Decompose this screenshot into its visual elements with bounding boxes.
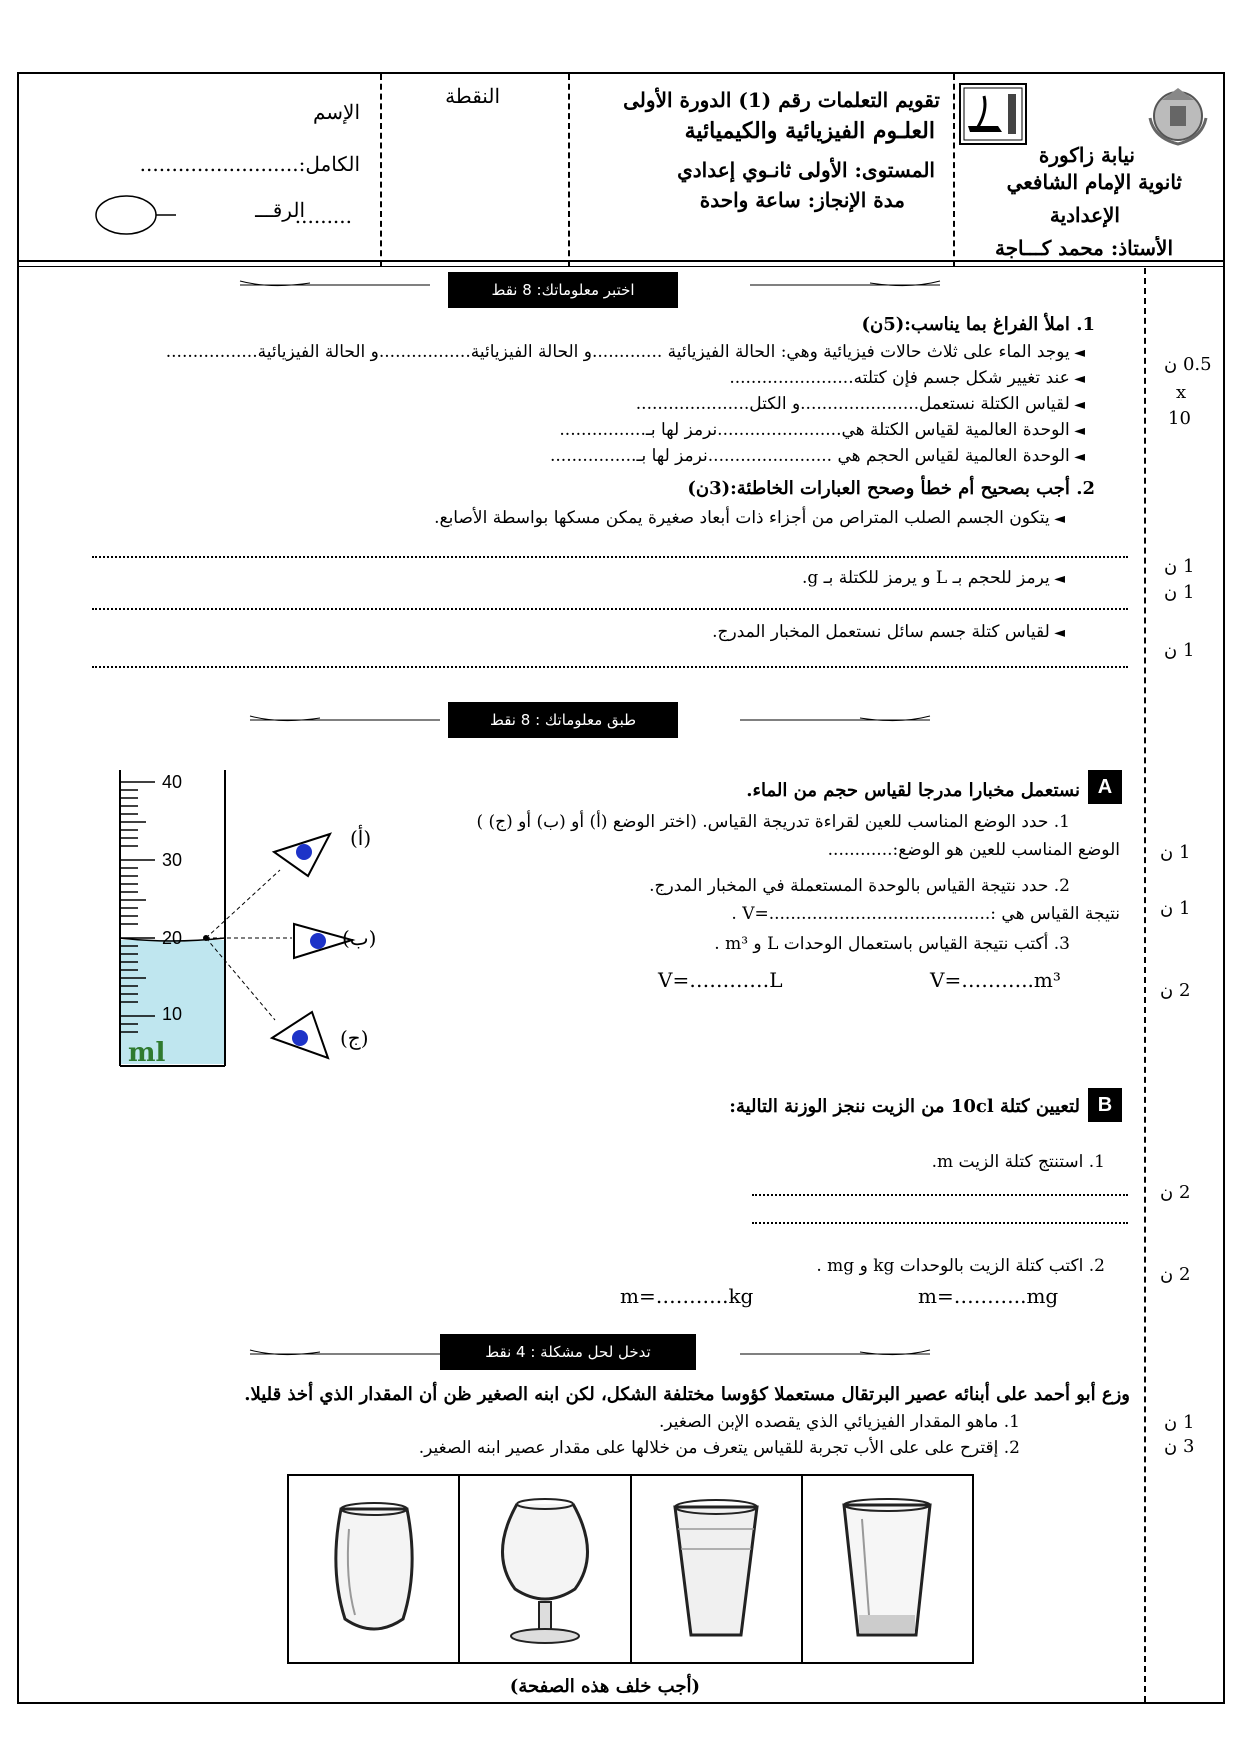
part-a-q3-cubic[interactable]: V=………..m³	[930, 968, 1061, 992]
tick-label-20: 20	[162, 928, 183, 948]
eye-a-icon	[268, 830, 338, 880]
problem-points-1: 1 ن	[1164, 1412, 1195, 1433]
part-a-q1-answer[interactable]: الوضع المناسب للعين هو الوضع:............	[827, 840, 1120, 860]
directorate: نيابة زاكورة	[1038, 143, 1135, 167]
problem-q2: 2. إقترح على على الأب تجربة للقياس يتعرف من خلالها على مقدار عصير ابنه الصغير.	[418, 1438, 1020, 1458]
q2-points-2: 1 ن	[1164, 582, 1195, 603]
part-a-points-1: 1 ن	[1160, 842, 1191, 863]
part-a-q3-liters[interactable]: V=…………L	[658, 968, 783, 992]
plastic-cup-icon	[661, 1489, 771, 1649]
name-label: الإسم	[312, 100, 360, 124]
margin-line	[1144, 268, 1146, 1702]
header-sep-3	[953, 74, 955, 266]
part-a-q2: 2. حدد نتيجة القياس بالوحدة المستعملة في المخبار المدرج.	[649, 876, 1070, 896]
q2-answer-line-3[interactable]	[92, 666, 1128, 668]
glass-cell-brandy	[458, 1476, 629, 1662]
header-sep-1	[380, 74, 382, 266]
cylinder-unit: ml	[128, 1038, 166, 1068]
section3-banner: تدخل لحل مشكلة : 4 نقط	[440, 1334, 696, 1370]
section2-banner: طبق معلوماتك : 8 نقط	[448, 702, 678, 738]
part-b-q2: 2. اكتب كتلة الزيت بالوحدات kg و mg .	[816, 1256, 1105, 1276]
grade-label: النقطة	[445, 84, 500, 108]
part-b-q2-mg[interactable]: m=………..mg	[918, 1284, 1059, 1308]
eye-c-label: (ج)	[340, 1026, 369, 1050]
eye-c-icon	[268, 1008, 332, 1060]
number-bubble-icon	[90, 193, 180, 237]
q1-title: 1. املأ الفراغ بما يناسب:(5ن)	[861, 314, 1095, 335]
eye-b-label: (ب)	[342, 926, 377, 950]
q2-answer-line-1[interactable]	[92, 556, 1128, 558]
part-b-answer-line-2[interactable]	[752, 1222, 1128, 1224]
q2-item-3: ◄ لقياس كتلة جسم سائل نستعمل المخبار المدرج.	[712, 622, 1065, 642]
q1-points-3: 10	[1168, 408, 1191, 429]
part-b-q1: 1. استنتج كتلة الزيت m.	[931, 1152, 1105, 1172]
part-a-points-3: 2 ن	[1160, 980, 1191, 1001]
header-divider-thin	[17, 266, 1225, 267]
school-type: الإعدادية	[1049, 203, 1120, 227]
part-a-q3: 3. أكتب نتيجة القياس باستعمال الوحدات L و m³ .	[714, 934, 1070, 954]
q1-points-1: 0.5 ن	[1164, 354, 1212, 375]
part-b-q2-kg[interactable]: m=………..kg	[620, 1284, 754, 1308]
q2-points-1: 1 ن	[1164, 556, 1195, 577]
part-b-badge: B	[1088, 1088, 1122, 1122]
q2-answer-line-2[interactable]	[92, 608, 1128, 610]
fullname-label: الكامل:.........................	[139, 152, 360, 176]
header-sep-2	[568, 74, 570, 266]
part-b-answer-line-1[interactable]	[752, 1194, 1128, 1196]
tumbler-glass-icon	[319, 1489, 429, 1649]
part-a-badge: A	[1088, 770, 1122, 804]
part-b-title: لتعيين كتلة 10cl من الزيت ننجز الوزنة التالية:	[729, 1096, 1080, 1117]
brandy-glass-icon	[485, 1484, 605, 1654]
part-b-points-2: 2 ن	[1160, 1264, 1191, 1285]
footer-note: (أجب خلف هذه الصفحة)	[509, 1676, 700, 1697]
problem-intro: وزع أبو أحمد على أبنائه عصير البرتقال مستعملا كؤوسا مختلفة الشكل، لكن ابنه الصغير ظن أن المقدار الذي أخذ قليلا.	[244, 1384, 1130, 1405]
number-dots: .........	[294, 204, 352, 228]
eye-a-label: (أ)	[350, 826, 372, 850]
q1-item-1: ◄ يوجد الماء على ثلاث حالات فيزيائية وهي: الحالة الفيزيائية .............و الحالة الفيزيائية.................و الحالة الفيزيائية.................	[165, 342, 1085, 362]
problem-points-2: 3 ن	[1164, 1436, 1195, 1457]
duration: مدة الإنجاز: ساعة واحدة	[699, 188, 905, 212]
school-name: ثانوية الإمام الشافعي	[1006, 170, 1182, 194]
section1-banner: اختبر معلوماتك: 8 نقط	[448, 272, 678, 308]
school-logo-icon	[958, 82, 1028, 146]
glass-cell-plastic-cup	[630, 1476, 801, 1662]
part-a-points-2: 1 ن	[1160, 898, 1191, 919]
part-b-points-1: 2 ن	[1160, 1182, 1191, 1203]
subject: العلـوم الفيزيائية والكيميائية	[684, 118, 935, 144]
tick-label-30: 30	[162, 850, 183, 870]
exam-title: تقويم التعلمات رقم (1) الدورة الأولى	[623, 88, 940, 112]
teacher: الأستاذ: محمد كـــاجة	[994, 236, 1173, 260]
part-a-q2-answer[interactable]: نتيجة القياس هي :.........................................=V .	[731, 904, 1120, 924]
glasses-table	[287, 1474, 974, 1664]
q2-title: 2. أجب بصحيح أم خطأ وصحح العبارات الخاطئة:(3ن)	[687, 478, 1095, 499]
tick-label-40: 40	[162, 772, 183, 792]
q2-points-3: 1 ن	[1164, 640, 1195, 661]
q2-item-1: ◄ يتكون الجسم الصلب المتراص من أجزاء ذات أبعاد صغيرة يمكن مسكها بواسطة الأصابع.	[434, 508, 1065, 528]
glass-cell-tumbler	[289, 1476, 458, 1662]
glass-cell-highball	[801, 1476, 972, 1662]
tick-label-10: 10	[162, 1004, 183, 1024]
q2-item-2: ◄ يرمز للحجم بـ L و يرمز للكتلة بـ g.	[801, 568, 1065, 588]
q1-item-3: ◄ لقياس الكتلة نستعمل......................و الكتل.....................	[635, 394, 1085, 414]
q1-item-2: ◄ عند تغيير شكل جسم فإن كتلته.......................	[729, 368, 1085, 388]
part-a-q1: 1. حدد الوضع المناسب للعين لقراءة تدريجة القياس. (اختر الوضع (أ) أو (ب) أو (ج) )	[476, 812, 1070, 832]
q1-points-2: x	[1176, 382, 1187, 403]
kingdom-emblem-icon	[1140, 78, 1216, 150]
q1-item-4: ◄ الوحدة العالمية لقياس الكتلة هي.......................نرمز لها بـ................	[559, 420, 1085, 440]
highball-glass-icon	[832, 1489, 942, 1649]
q1-item-5: ◄ الوحدة العالمية لقياس الحجم هي .......................نرمز لها بـ................	[550, 446, 1085, 466]
level: المستوى: الأولى ثانـوي إعدادي	[677, 158, 935, 182]
part-a-title: نستعمل مخبارا مدرجا لقياس حجم من الماء.	[746, 780, 1080, 801]
problem-q1: 1. ماهو المقدار الفيزيائي الذي يقصده الإبن الصغير.	[659, 1412, 1020, 1432]
header-divider	[17, 260, 1225, 262]
number-label: الرقـــ	[255, 198, 305, 222]
